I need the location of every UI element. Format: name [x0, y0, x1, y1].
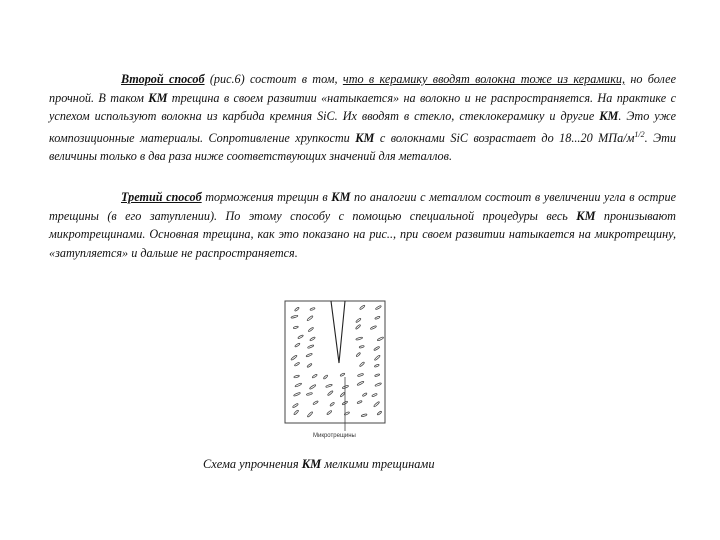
caption-text-2: мелкими трещинами [321, 457, 435, 471]
microcrack-toughening-figure [283, 297, 395, 445]
figure-frame [285, 301, 385, 423]
km-term: КМ [355, 130, 375, 145]
p1-text-4: . Это уже композиционные материалы. Сопротивление хрупкости [49, 109, 676, 145]
caption-text-1: Схема упрочнения [203, 457, 302, 471]
figure-caption [203, 457, 435, 472]
paragraph-second-method [49, 70, 676, 166]
third-method-heading: Третий способ [121, 190, 202, 204]
second-method-heading: Второй способ [121, 72, 205, 86]
km-term: КМ [331, 190, 351, 204]
microcracks-label: Микротрещины [313, 433, 356, 439]
p1-underlined-text: что в керамику вводят волокна тоже из керамики, [342, 72, 626, 86]
p1-text-3: трещина в своем развитии «натыкается» на волокно и не распространяется. На практике с успехом используют волокна из карбида кремния SiC. Их вводят в стекло, стеклокерамику и другие [49, 90, 676, 124]
p1-text-6: . Эти величины только в два раза ниже соответствующих значений для металлов. [49, 130, 676, 164]
km-term: КМ [301, 457, 322, 471]
km-term: КМ [148, 90, 168, 105]
p2-text-3: пронизывают микротрещинами. Основная трещина, как это показано на рис.., при своем развитии натыкается на микротрещину, «затупляется» и дальше не распространяется. [49, 208, 676, 260]
km-term: КМ [599, 109, 619, 124]
p2-text-2: по аналогии с металлом состоит в увеличении угла в острие трещины (в его затуплении). По этому способу с помощью специальной процедуры весь [49, 190, 676, 223]
p2-text-1: торможения трещин в [201, 190, 332, 204]
p1-text-2: но более прочной. В таком [49, 72, 676, 105]
p1-text-1: (рис.6) состоит в том, [204, 72, 343, 86]
unit-superscript: 1/2 [634, 129, 645, 139]
p1-text-5: с волокнами SiC возрастает до 18...20 МПа/м [374, 130, 635, 145]
paragraph-third-method [49, 188, 676, 262]
km-term: КМ [576, 208, 596, 223]
